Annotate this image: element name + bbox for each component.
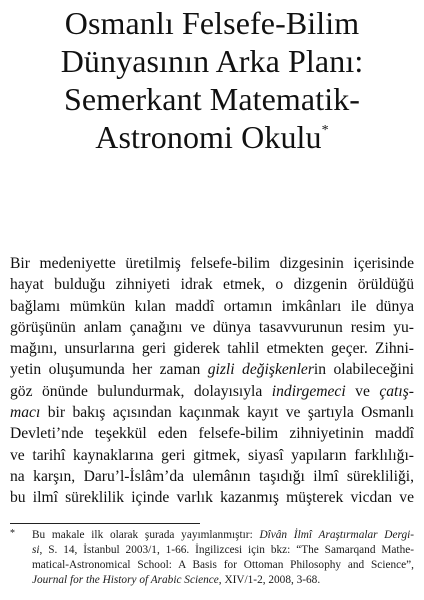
body-line	[10, 317, 414, 338]
title-line-4	[0, 118, 424, 156]
title-line-4-text: Astronomi Okulu	[95, 119, 322, 155]
body-text-run: göz önünde bulundurmak, dolayısıyla	[10, 382, 272, 400]
body-line	[10, 359, 414, 380]
body-line	[10, 445, 414, 466]
body-paragraph	[10, 253, 414, 509]
footnote-divider	[10, 523, 200, 524]
body-line	[10, 466, 414, 487]
footnote-text-run: matical-Astronomical School: A Basis for Ottoman Philosophy and Science”,	[32, 559, 414, 571]
body-text-run: bağlamı mümkün kılan maddî ortamın imkânları ile dünya	[10, 297, 414, 315]
footnote-text-run: , S. 14, İstanbul 2003/1, 1-66. İngilizcesi için bkz: “The Samarqand Mathe-	[39, 544, 414, 556]
body-text-run: Bir medeniyette üretilmiş felsefe-bilim dizgesinin içerisinde	[10, 255, 414, 272]
body-line	[10, 402, 414, 423]
body-line	[10, 274, 414, 295]
body-text-run: hayat bulduğu zihniyeti idrak etmek, o dizgenin örüldüğü	[10, 276, 414, 294]
body-line	[10, 253, 414, 274]
body-line	[10, 423, 414, 444]
body-text-run: mağını, unsurlarına geri giderek tahlil etmekten geçer. Zihni-	[10, 340, 414, 358]
body-line	[10, 487, 414, 508]
footnote-italic-run: Journal for the History of Arabic Science	[32, 574, 219, 586]
body-italic-run: indirgemeci	[271, 382, 346, 400]
footnote-line	[10, 558, 414, 573]
title-line-1: Osmanlı Felsefe-Bilim	[64, 5, 360, 41]
footnote-marker: *	[10, 528, 15, 539]
body-italic-run: macı	[10, 404, 41, 422]
footnote-line	[10, 543, 414, 558]
footnote-text-run: , XIV/1-2, 2008, 3-68.	[218, 574, 321, 586]
body-text-run: ve	[345, 382, 380, 400]
body-italic-run: çatış-	[379, 382, 414, 400]
footnote-line	[10, 528, 414, 543]
body-line	[10, 338, 414, 359]
body-text-run: in olabileceğini	[313, 361, 414, 379]
body-text-run: bir bakış açısından kaçınmak kayıt ve şartıyla Osmanlı	[40, 404, 414, 422]
body-line	[10, 381, 414, 402]
footnote-italic-run: Dîvân İlmî Araştırmalar Dergi-	[259, 529, 414, 541]
body-italic-run: gizli değişkenler	[207, 361, 314, 379]
body-text-run: Devleti’nde teşekkül eden felsefe-bilim zihniyetinin maddî	[10, 425, 414, 443]
body-text-run: yetin oluşumunda her zaman	[10, 361, 208, 379]
title-line-2: Dünyasının Arka Planı:	[60, 43, 364, 79]
body-text-run: bu ilmî süreklilik içinde varlık kazanmış müşterek vicdan ve	[10, 489, 414, 507]
chapter-title	[0, 4, 424, 156]
footnote-text-run: Bu makale ilk olarak şurada yayımlanmıştır:	[32, 529, 260, 541]
footnote-line	[10, 573, 414, 588]
body-text-run: ve tarihî kaynaklarına geri gitmek, siyasî yapıların farklılığı-	[10, 446, 414, 464]
title-line-3: Semerkant Matematik-	[63, 81, 361, 117]
footnote-italic-run: si	[32, 544, 40, 556]
body-text-run: görüşünün anlam çanağını ve dünya tasavvurunun resim yu-	[10, 318, 414, 336]
body-line	[10, 296, 414, 317]
footnote	[10, 528, 414, 588]
title-footnote-marker: *	[321, 123, 329, 139]
body-text-run: na karşın, Daru’l-İslâm’da ulemânın taşıdığı ilmî sürekliliği,	[10, 467, 414, 485]
